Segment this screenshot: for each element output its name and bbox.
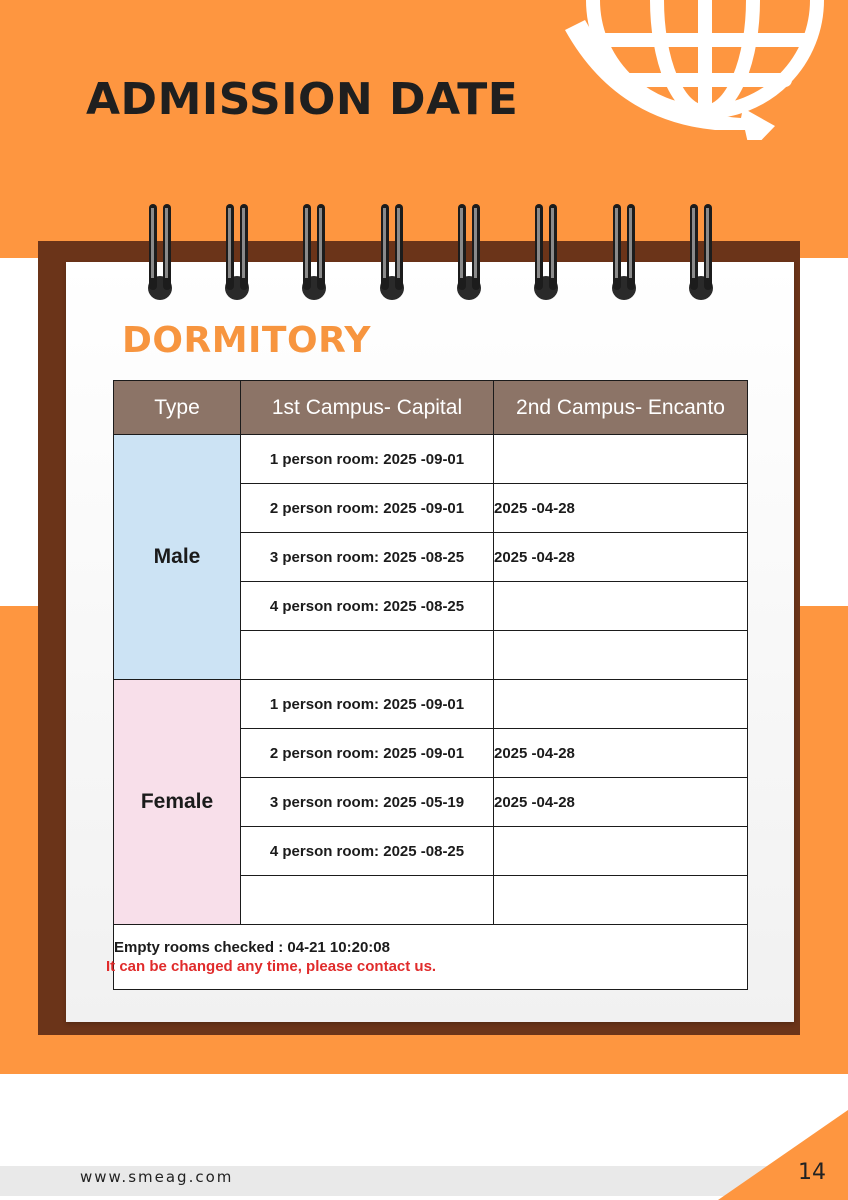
dormitory-table [106,380,748,990]
rooms-checked-text: Empty rooms checked : 04-21 10:20:08 [114,939,390,956]
capital-cell [241,631,494,680]
type-female-cell: Female [114,680,241,925]
website-url[interactable]: www.smeag.com [80,1168,234,1186]
capital-cell: 4 person room: 2025 -08-25 [241,582,494,631]
capital-cell: 3 person room: 2025 -08-25 [241,533,494,582]
encanto-cell: 2025 -04-28 [494,533,748,582]
header-capital: 1st Campus- Capital [241,381,494,435]
binder-ring-icon [531,200,561,302]
encanto-cell [494,680,748,729]
binder-ring-icon [609,200,639,302]
encanto-cell [494,876,748,925]
capital-cell: 1 person room: 2025 -09-01 [241,680,494,729]
table-footer-row [114,925,748,990]
header-encanto: 2nd Campus- Encanto [494,381,748,435]
table-header-row [114,381,748,435]
binder-ring-icon [454,200,484,302]
capital-cell: 4 person room: 2025 -08-25 [241,827,494,876]
section-title: DORMITORY [122,320,371,361]
encanto-cell: 2025 -04-28 [494,778,748,827]
encanto-cell [494,582,748,631]
table-row [114,680,748,729]
binder-ring-icon [299,200,329,302]
table-row [114,435,748,484]
change-notice-text: It can be changed any time, please contact us. [106,958,437,975]
encanto-cell [494,435,748,484]
page-title: ADMISSION DATE [86,74,519,125]
binder-ring-icon [222,200,252,302]
table-footer-cell [106,925,748,990]
encanto-cell [494,827,748,876]
binder-ring-icon [145,200,175,302]
type-male-cell: Male [114,435,241,680]
encanto-cell: 2025 -04-28 [494,484,748,533]
header-type: Type [114,381,241,435]
corner-triangle [718,1110,848,1200]
globe-icon [555,0,848,140]
encanto-cell: 2025 -04-28 [494,729,748,778]
binder-ring-icon [686,200,716,302]
capital-cell: 1 person room: 2025 -09-01 [241,435,494,484]
capital-cell [241,876,494,925]
capital-cell: 2 person room: 2025 -09-01 [241,484,494,533]
capital-cell: 2 person room: 2025 -09-01 [241,729,494,778]
page-number: 14 [798,1160,826,1185]
encanto-cell [494,631,748,680]
binder-ring-icon [377,200,407,302]
capital-cell: 3 person room: 2025 -05-19 [241,778,494,827]
